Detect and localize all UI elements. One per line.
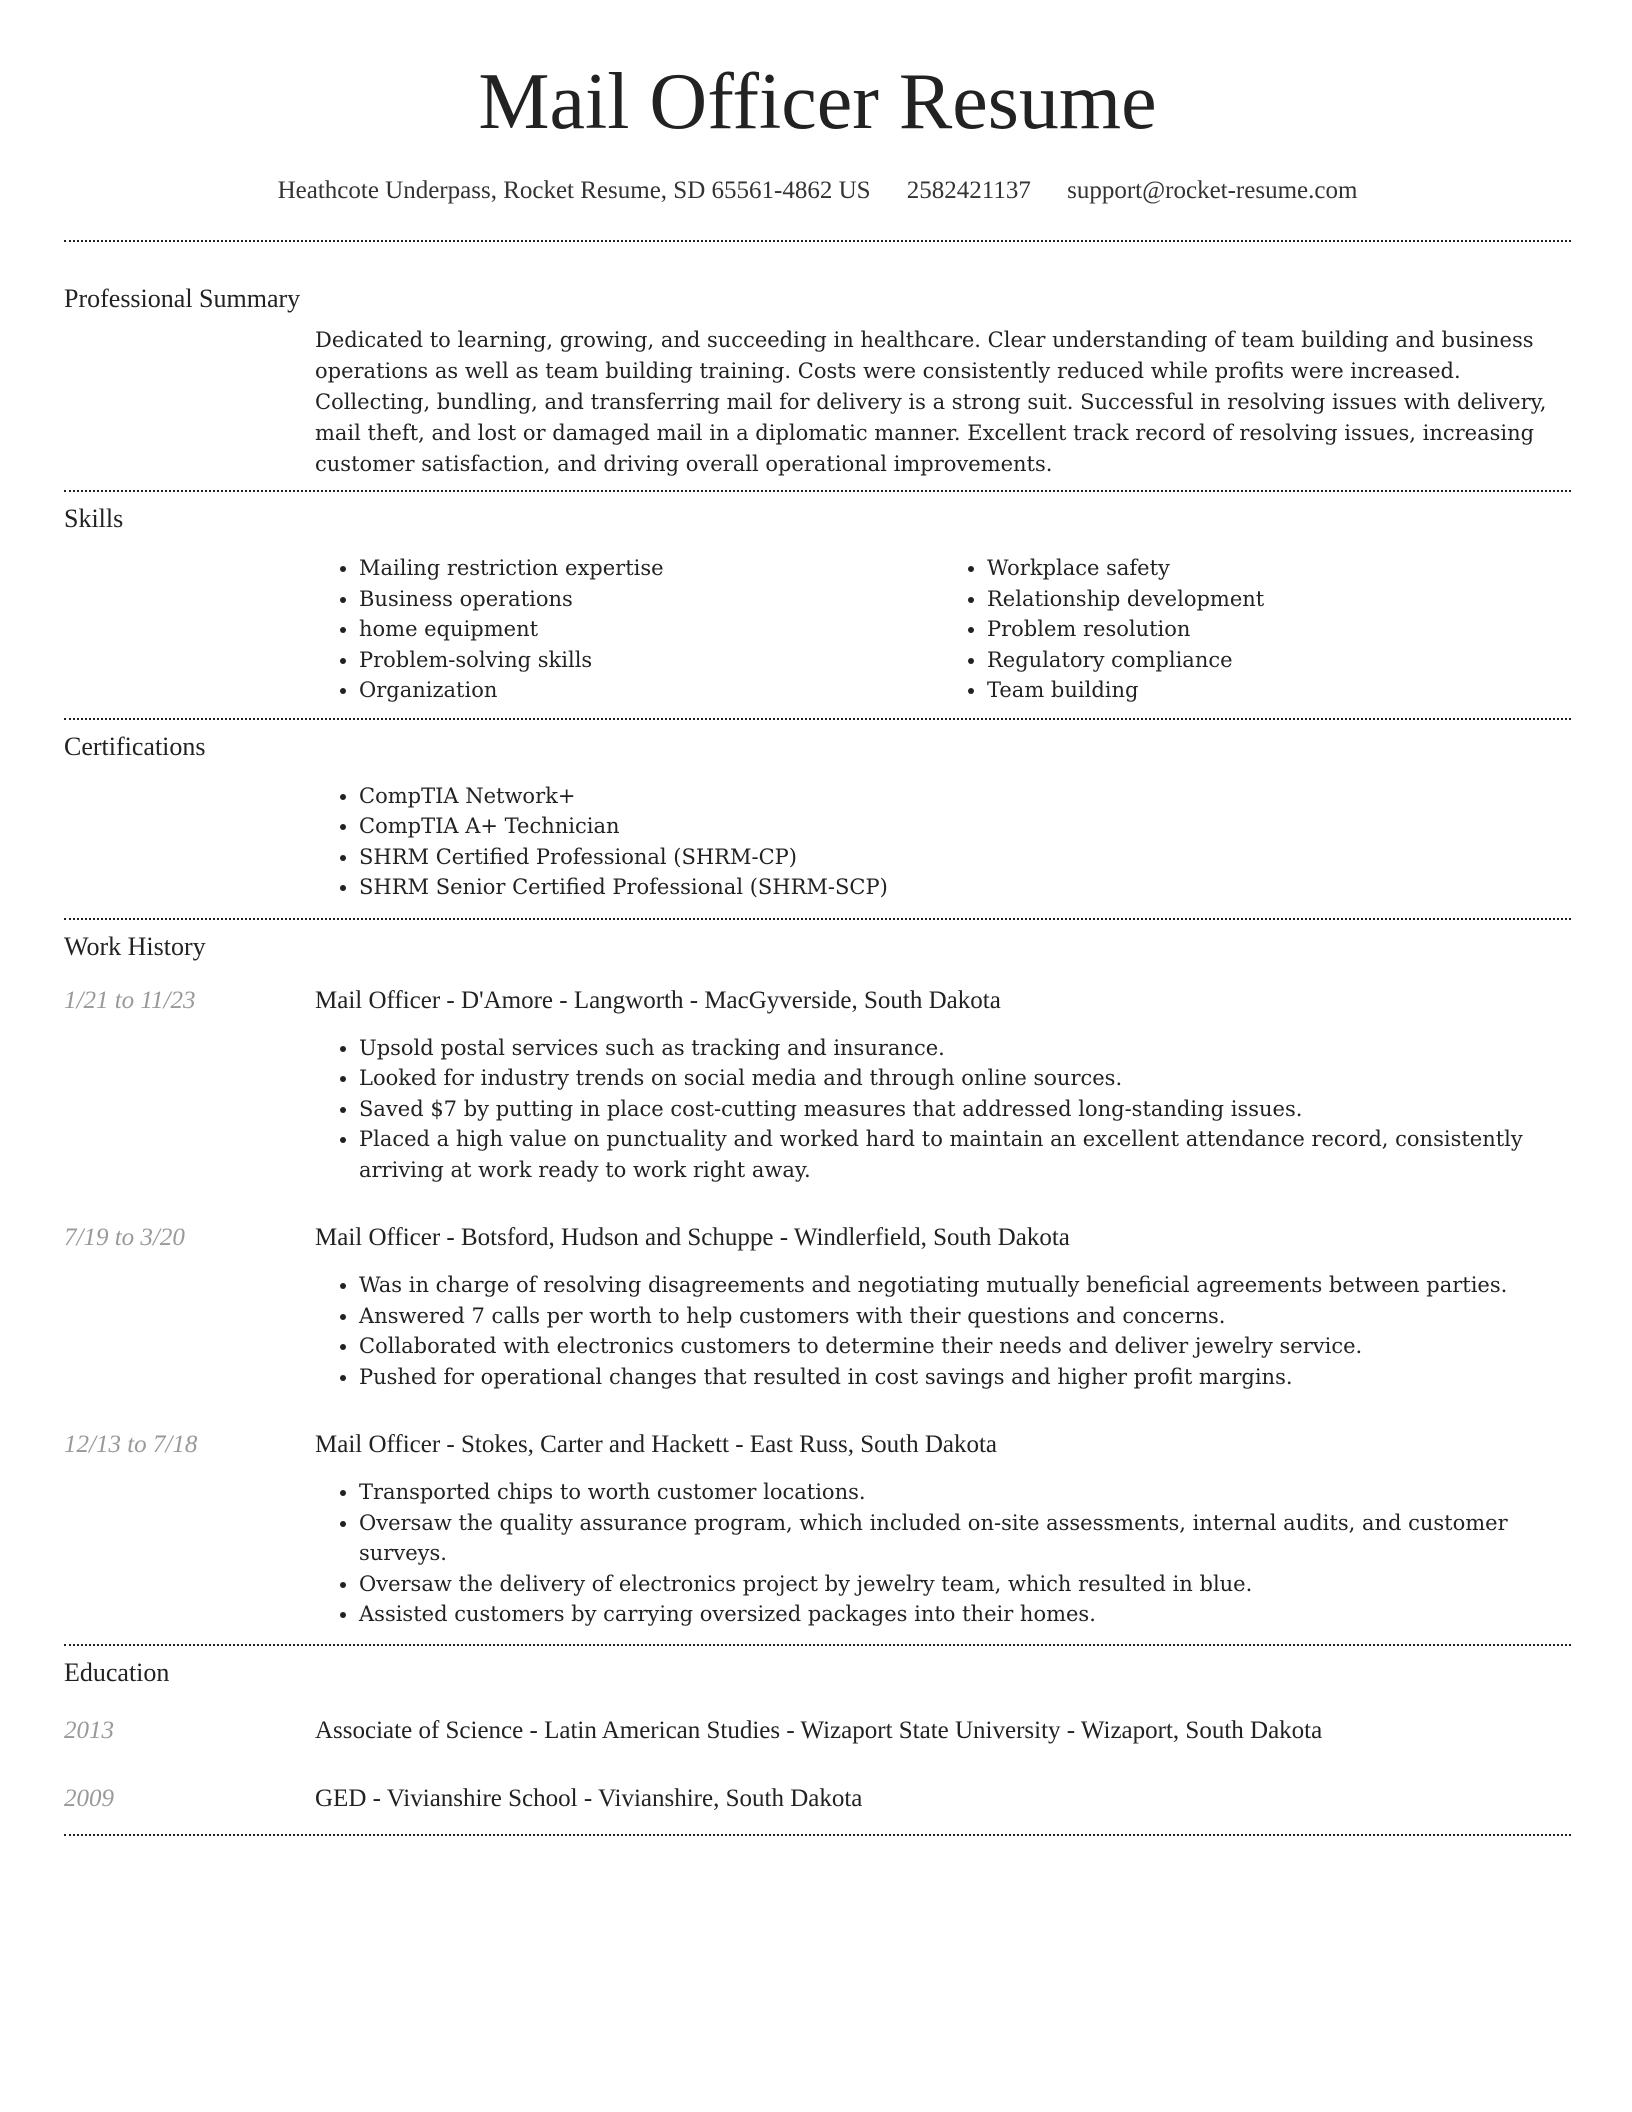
contact-address: Heathcote Underpass, Rocket Resume, SD 65561-4862 US xyxy=(277,177,871,204)
job-entry xyxy=(64,1428,1571,1630)
list-item: • SHRM Senior Certified Professional (SHRM-SCP) xyxy=(359,872,1571,903)
list-item: • Regulatory compliance xyxy=(987,645,1571,676)
job-entry xyxy=(64,1221,1571,1392)
list-item: • Problem resolution xyxy=(987,614,1571,645)
summary-heading: Professional Summary xyxy=(64,284,301,313)
resume-page xyxy=(64,0,1571,1836)
list-item: • Collaborated with electronics customers to determine their needs and deliver jewelry service. xyxy=(359,1331,1571,1362)
skills-section xyxy=(315,553,1571,706)
certifications-list xyxy=(315,781,1571,903)
resume-title: Mail Officer Resume xyxy=(478,58,1157,146)
list-item: • Organization xyxy=(359,675,943,706)
list-item: • CompTIA A+ Technician xyxy=(359,811,1571,842)
list-item: • Business operations xyxy=(359,584,943,615)
skills-list-left xyxy=(315,553,943,706)
divider xyxy=(64,1834,1571,1836)
list-item: • Workplace safety xyxy=(987,553,1571,584)
job-bullets xyxy=(315,1033,1571,1186)
education-title: GED - Vivianshire School - Vivianshire, South Dakota xyxy=(315,1784,863,1812)
list-item: • home equipment xyxy=(359,614,943,645)
list-item: • Oversaw the quality assurance program, which included on-site assessments, internal audits, and customer surveys. xyxy=(359,1508,1571,1569)
list-item: • Saved $7 by putting in place cost-cutting measures that addressed long-standing issues. xyxy=(359,1094,1571,1125)
work-history-heading: Work History xyxy=(64,931,206,961)
contact-email: support@rocket-resume.com xyxy=(1067,177,1358,204)
job-title: Mail Officer - D'Amore - Langworth - MacGyverside, South Dakota xyxy=(315,986,1001,1014)
education-year: 2009 xyxy=(64,1784,114,1812)
education-title: Associate of Science - Latin American Studies - Wizaport State University - Wizaport, South Dakota xyxy=(315,1716,1323,1744)
job-bullets xyxy=(315,1270,1571,1392)
job-entry xyxy=(64,984,1571,1186)
certifications-heading: Certifications xyxy=(64,731,206,761)
list-item: • CompTIA Network+ xyxy=(359,781,1571,812)
education-year: 2013 xyxy=(64,1716,114,1744)
list-item: • Looked for industry trends on social media and through online sources. xyxy=(359,1063,1571,1094)
list-item: • Placed a high value on punctuality and worked hard to maintain an excellent attendance record, consistently arriving at work ready to work right away. xyxy=(359,1124,1571,1185)
divider xyxy=(64,490,1571,492)
list-item: • Was in charge of resolving disagreements and negotiating mutually beneficial agreements between parties. xyxy=(359,1270,1571,1301)
skills-list-right xyxy=(943,553,1571,706)
contact-line xyxy=(64,174,1571,208)
list-item: • Answered 7 calls per worth to help customers with their questions and concerns. xyxy=(359,1301,1571,1332)
list-item: • SHRM Certified Professional (SHRM-CP) xyxy=(359,842,1571,873)
job-title: Mail Officer - Botsford, Hudson and Schuppe - Windlerfield, South Dakota xyxy=(315,1224,1070,1251)
list-item: • Pushed for operational changes that resulted in cost savings and higher profit margins. xyxy=(359,1362,1571,1393)
job-dates: 12/13 to 7/18 xyxy=(64,1431,198,1458)
skills-heading: Skills xyxy=(64,504,124,533)
divider xyxy=(64,718,1571,720)
list-item: • Problem-solving skills xyxy=(359,645,943,676)
job-dates: 1/21 to 11/23 xyxy=(64,986,196,1014)
education-heading: Education xyxy=(64,1657,170,1687)
education-entry xyxy=(64,1782,1571,1816)
job-title: Mail Officer - Stokes, Carter and Hackett - East Russ, South Dakota xyxy=(315,1431,998,1458)
list-item: • Mailing restriction expertise xyxy=(359,553,943,584)
list-item: • Upsold postal services such as tracking and insurance. xyxy=(359,1033,1571,1064)
education-entry xyxy=(64,1714,1571,1748)
list-item: • Relationship development xyxy=(987,584,1571,615)
summary-text: Dedicated to learning, growing, and succeeding in healthcare. Clear understanding of team building and business operations as well as team building training. Costs were consistently reduced while profits were increased. Collecting, bundling, and transferring mail for delivery is a strong suit. Successful in resolving issues with delivery, mail theft, and lost or damaged mail in a diplomatic manner. Excellent track record of resolving issues, increasing customer satisfaction, and driving overall operational improvements. xyxy=(315,328,1547,476)
divider xyxy=(64,240,1571,242)
certifications-section xyxy=(315,781,1571,903)
summary-section xyxy=(315,325,1571,480)
list-item: • Oversaw the delivery of electronics project by jewelry team, which resulted in blue. xyxy=(359,1569,1571,1600)
job-bullets xyxy=(315,1477,1571,1630)
list-item: • Transported chips to worth customer locations. xyxy=(359,1477,1571,1508)
job-dates: 7/19 to 3/20 xyxy=(64,1224,185,1251)
list-item: • Assisted customers by carrying oversized packages into their homes. xyxy=(359,1599,1571,1630)
divider xyxy=(64,918,1571,920)
contact-phone: 2582421137 xyxy=(906,177,1031,204)
divider xyxy=(64,1644,1571,1646)
list-item: • Team building xyxy=(987,675,1571,706)
